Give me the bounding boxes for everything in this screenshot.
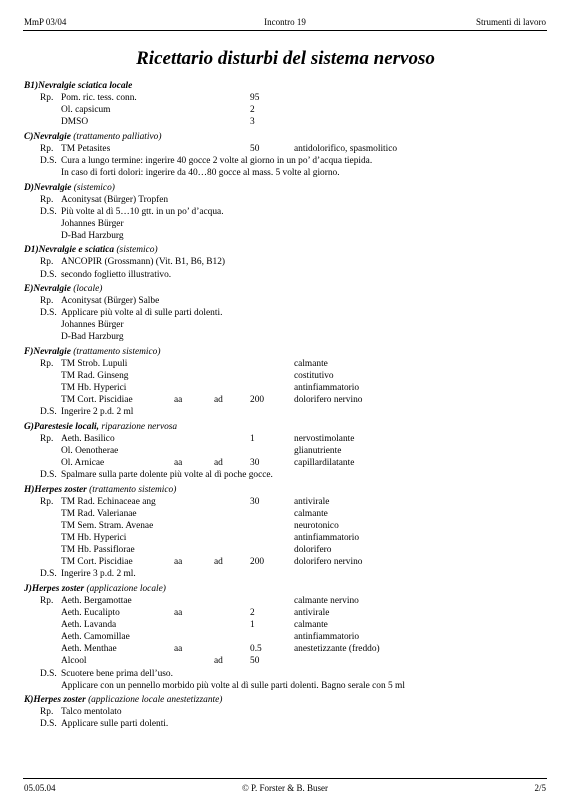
section-subtitle: (sistemico) [116,245,158,256]
rp-label: Rp. [40,496,54,507]
ingredient-effect: nervostimolante [294,433,355,444]
section-title: Nevralgie e sciatica [38,245,115,256]
dosage-text: secondo foglietto illustrativo. [61,269,172,280]
section-heading [24,283,554,295]
ingredient-name: TM Petasites [61,143,111,154]
ingredient-name: TM Strob. Lupuli [61,359,128,370]
ingredient-effect: calmante [294,359,328,370]
ds-label: D.S. [40,308,57,319]
recipe-section [24,583,554,692]
ingredient-effect: neurotonico [294,521,339,532]
ingredient-ad: ad [214,395,223,406]
section-code: E) [24,284,34,295]
dosage-line [24,167,554,179]
ingredient-row [24,595,554,607]
page-header [24,16,546,30]
ds-label: D.S. [40,407,57,418]
section-heading [24,131,554,143]
dosage-text: Scuotere bene prima dell’uso. [61,668,173,679]
dosage-line [24,568,554,580]
dosage-text: In caso di forti dolori: ingerire da 40…80 gocce al mass. 5 volte al giorno. [61,168,340,179]
dosage-text: D-Bad Harzburg [61,230,124,241]
recipe-section [24,484,554,581]
section-heading [24,346,554,358]
ingredient-name: Aeth. Bergamottae [61,595,132,606]
page-title: Ricettario disturbi del sistema nervoso [136,48,435,69]
dosage-text: Ingerire 3 p.d. 2 ml. [61,569,136,580]
footer-rule [23,778,547,779]
dosage-text: Applicare sulle parti dolenti. [61,719,169,730]
section-title: Nevralgie [33,131,71,142]
section-code: G) [24,421,34,432]
section-heading [24,484,554,496]
footer-copyright: © P. Forster & B. Buser [241,783,329,793]
dosage-text: Johannes Bürger [61,320,124,331]
section-heading [24,182,554,194]
ingredient-row [24,544,554,556]
rp-label: Rp. [40,595,54,606]
ingredient-ad: ad [214,656,223,667]
section-subtitle: (trattamento sistemico) [89,484,177,495]
ingredient-name: Ol. Oenotherae [61,446,119,457]
ingredient-name: TM Cort. Piscidiae [61,395,133,406]
ingredient-effect: antinfiammatorio [294,632,360,643]
ingredient-row [24,194,554,206]
ingredient-row [24,116,554,128]
section-code: C) [24,131,34,142]
section-code: B1) [24,81,39,91]
ingredient-name: Aeth. Lavanda [61,620,117,631]
ingredient-name: TM Rad. Ginseng [61,371,129,382]
ds-label: D.S. [40,719,57,730]
ingredient-row [24,607,554,619]
ingredient-row [24,520,554,532]
dosage-text: Applicare più volte al dì sulle parti dolenti. [61,308,223,319]
ingredient-effect: calmante [294,508,328,519]
ingredient-row [24,104,554,116]
section-title: Herpes zoster [33,695,86,706]
section-code: D1) [24,245,39,256]
header-course-code: MmP 03/04 [24,17,67,27]
rp-label: Rp. [40,359,54,370]
ingredient-row [24,433,554,445]
section-title: Herpes zoster [34,484,87,495]
ingredient-name: TM Rad. Echinaceae ang [61,496,156,507]
dosage-line [24,319,554,331]
section-title: Parestesie locali, [33,421,99,432]
section-subtitle: (trattamento sistemico) [73,346,161,357]
ds-label: D.S. [40,155,57,166]
section-heading [24,421,554,433]
ingredient-name: Aeth. Basilico [61,433,115,444]
section-subtitle: (applicazione locale anestetizzante) [88,695,223,706]
ingredient-name: Ol. capsicum [61,105,111,116]
ingredient-name: Pom. ric. tess. conn. [61,93,137,104]
rp-label: Rp. [40,143,54,154]
ingredient-aa: aa [174,395,183,406]
ingredient-row [24,619,554,631]
ingredient-name: Ol. Arnicae [61,458,105,469]
section-subtitle: (locale) [73,284,103,295]
dosage-line [24,668,554,680]
ingredient-effect: glianutriente [294,446,342,457]
ingredient-effect: anestetizzante (freddo) [294,644,380,655]
ingredient-quantity: 50 [250,656,260,667]
ingredient-name: TM Hb. Hyperici [61,383,127,394]
section-title: Herpes zoster [31,583,85,594]
dosage-line [24,406,554,418]
section-title: Nevralgie [33,346,71,357]
section-subtitle: riparazione nervosa [101,421,178,432]
ingredient-name: DMSO [61,117,89,128]
rp-label: Rp. [40,707,54,718]
dosage-line [24,206,554,218]
ingredient-row [24,556,554,568]
ingredient-row [24,370,554,382]
dosage-line [24,331,554,343]
ingredient-name: TM Hb. Passiflorae [61,545,135,556]
dosage-text: Cura a lungo termine: ingerire 40 gocce 2 volte al giorno in un po’ d’acqua tiepida. [61,155,373,166]
ingredient-name: Talco mentolato [61,707,122,718]
ingredient-row [24,382,554,394]
dosage-text: Applicare con un pennello morbido più volte al dì sulle parti dolenti. Bagno serale con 5 ml [61,680,405,691]
ingredient-quantity: 1 [250,433,255,444]
ingredient-row [24,394,554,406]
ingredient-ad: ad [214,557,223,568]
ingredient-effect: costitutivo [294,371,334,382]
dosage-line [24,155,554,167]
dosage-line [24,230,554,242]
ingredient-effect: antivirale [294,496,330,507]
rp-label: Rp. [40,257,54,268]
recipe-section [24,182,554,242]
ingredient-name: TM Cort. Piscidiae [61,557,133,568]
ingredient-effect: dolorifero nervino [294,395,363,406]
ingredient-name: Aeth. Eucalipto [61,608,120,619]
ingredient-effect: antinfiammatorio [294,533,360,544]
page-footer [24,782,546,796]
dosage-line [24,218,554,230]
section-code: J) [24,583,32,594]
section-heading [24,80,554,92]
ingredient-aa: aa [174,608,183,619]
dosage-text: Più volte al dì 5…10 gtt. in un po’ d’acqua. [61,206,224,217]
ingredient-effect: antidolorifico, spasmolitico [294,143,398,154]
section-heading [24,244,554,256]
ingredient-quantity: 95 [250,93,260,104]
ingredient-row [24,706,554,718]
ingredient-name: TM Sem. Stram. Avenae [61,521,154,532]
footer-page-number: 2/5 [534,783,546,793]
ds-label: D.S. [40,569,57,580]
dosage-text: Spalmare sulla parte dolente più volte al dì poche gocce. [61,470,273,481]
dosage-text: D-Bad Harzburg [61,332,124,343]
ingredient-row [24,655,554,667]
ingredient-row [24,496,554,508]
recipe-section [24,421,554,481]
ingredient-name: Aeth. Camomillae [61,632,130,643]
dosage-text: Johannes Bürger [61,218,124,229]
footer-date: 05.05.04 [24,783,56,793]
ingredient-name: Aconitysat (Bürger) Tropfen [61,194,169,205]
dosage-line [24,718,554,730]
ingredient-quantity: 200 [250,395,265,406]
dosage-line [24,469,554,481]
ingredient-name: ANCOPIR (Grossmann) (Vit. B1, B6, B12) [61,257,226,268]
ingredient-row [24,295,554,307]
ingredient-quantity: 50 [250,143,260,154]
ingredient-effect: antivirale [294,608,330,619]
section-title: Nevralgie [33,182,72,193]
ingredient-quantity: 200 [250,557,265,568]
ingredient-row [24,92,554,104]
section-title: Nevralgie [33,284,71,295]
ingredient-row [24,508,554,520]
section-heading [24,583,554,595]
dosage-text: Ingerire 2 p.d. 2 ml [61,407,134,418]
ingredient-effect: capillardilatante [294,458,355,469]
ds-label: D.S. [40,206,57,217]
ingredient-quantity: 30 [250,458,260,469]
ingredient-aa: aa [174,644,183,655]
recipe-section [24,283,554,343]
rp-label: Rp. [40,93,54,104]
section-code: K) [24,695,34,706]
ingredient-effect: calmante nervino [294,595,359,606]
section-code: D) [24,182,34,193]
section-subtitle: (trattamento palliativo) [73,131,162,142]
section-title: Nevralgie sciatica locale [38,81,133,91]
ingredient-effect: dolorifero nervino [294,557,363,568]
section-heading [24,694,554,706]
ds-label: D.S. [40,668,57,679]
section-code: H) [24,484,35,495]
ingredient-name: TM Hb. Hyperici [61,533,127,544]
ingredient-effect: dolorifero [294,545,332,556]
ingredient-row [24,532,554,544]
ingredient-quantity: 1 [250,620,255,631]
recipe-section [24,346,554,419]
ingredient-aa: aa [174,557,183,568]
ingredient-ad: ad [214,458,223,469]
ingredient-name: TM Rad. Valerianae [61,508,137,519]
ingredient-quantity: 0.5 [250,644,262,655]
ingredient-row [24,445,554,457]
rp-label: Rp. [40,296,54,307]
header-rule [23,30,547,31]
ingredient-name: Aeth. Menthae [61,644,117,655]
ingredient-name: Alcool [61,656,87,667]
section-subtitle: (sistemico) [73,182,115,193]
ingredient-row [24,358,554,370]
ingredient-row [24,643,554,655]
dosage-line [24,307,554,319]
ingredient-effect: antinfiammatorio [294,383,360,394]
header-section: Strumenti di lavoro [476,17,546,27]
ds-label: D.S. [40,269,57,280]
ingredient-quantity: 30 [250,496,260,507]
recipe-section [24,694,554,730]
ingredient-row [24,457,554,469]
recipe-section [24,244,554,280]
recipe-section [24,131,554,179]
ds-label: D.S. [40,470,57,481]
ingredient-effect: calmante [294,620,328,631]
header-meeting: Incontro 19 [264,17,306,27]
ingredient-quantity: 3 [250,117,255,128]
dosage-line [24,680,554,692]
ingredient-row [24,143,554,155]
ingredient-row [24,256,554,268]
recipe-section [24,80,554,128]
ingredient-row [24,631,554,643]
rp-label: Rp. [40,433,54,444]
recipe-list [24,80,554,733]
section-code: F) [24,346,34,357]
section-subtitle: (applicazione locale) [86,583,166,594]
rp-label: Rp. [40,194,54,205]
dosage-line [24,269,554,281]
ingredient-quantity: 2 [250,105,255,116]
ingredient-quantity: 2 [250,608,255,619]
ingredient-name: Aconitysat (Bürger) Salbe [61,296,160,307]
ingredient-aa: aa [174,458,183,469]
